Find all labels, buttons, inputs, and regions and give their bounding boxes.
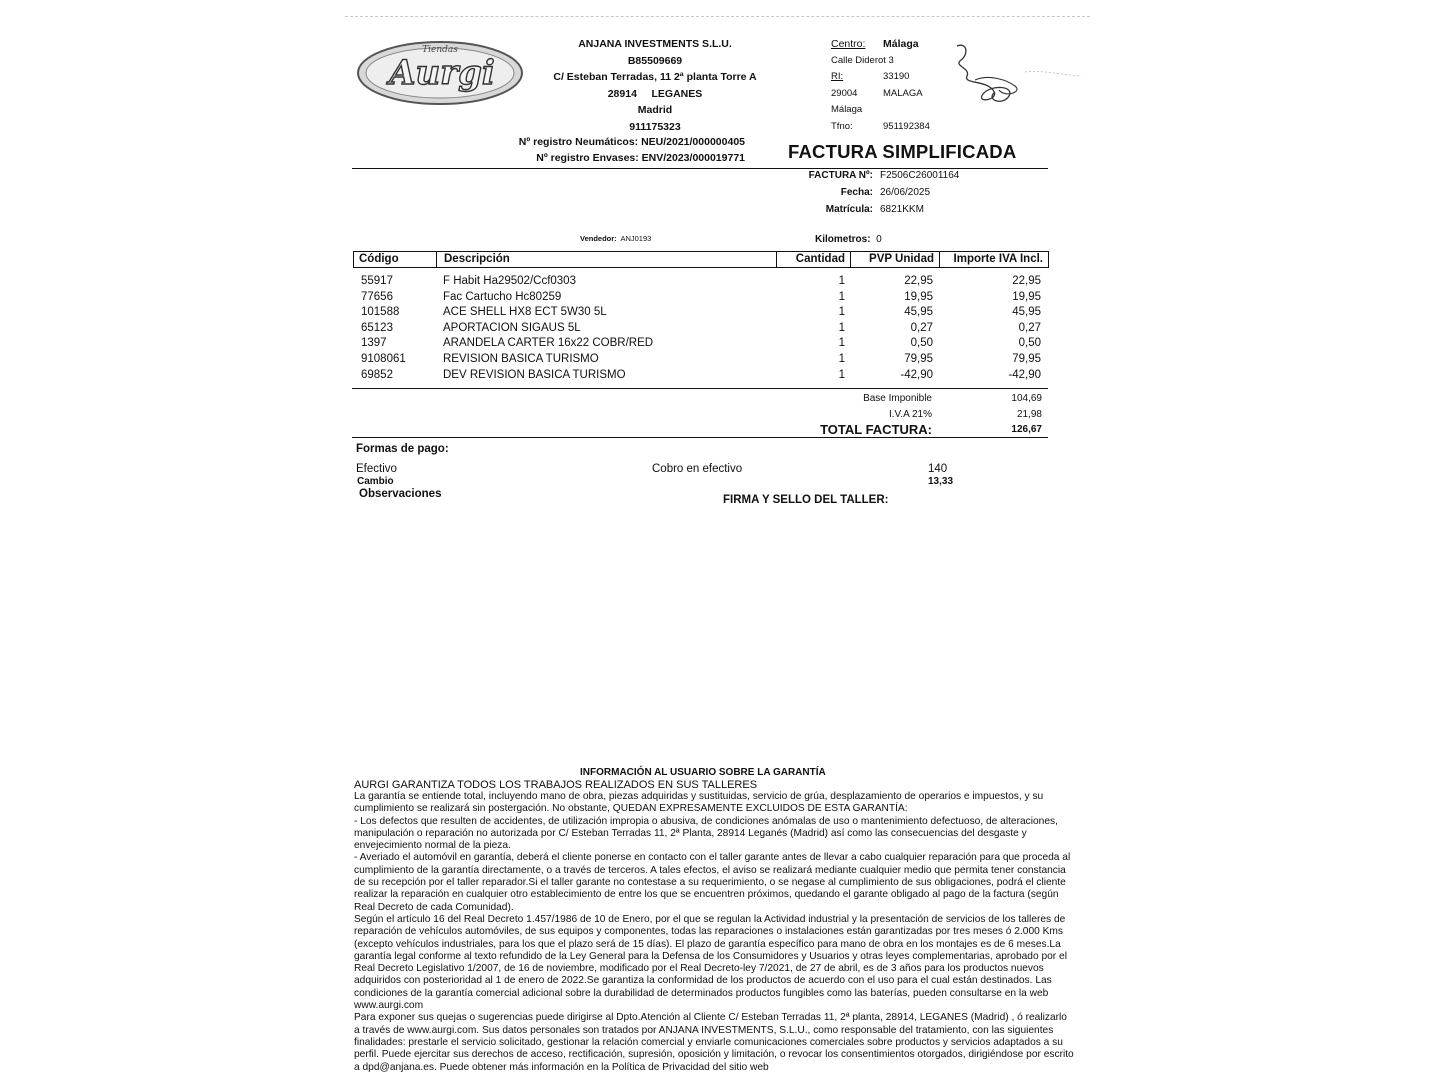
centro-block: [831, 36, 930, 135]
cell-descripcion: Fac Cartucho Hc80259: [443, 290, 562, 303]
cell-importe: -42,90: [1008, 368, 1041, 381]
cell-codigo: 1397: [361, 337, 387, 350]
centro-cp: 29004: [831, 87, 858, 99]
centro-street: Calle Diderot 3: [831, 54, 894, 66]
cell-pvp: 22,95: [904, 275, 933, 287]
table-header: [353, 251, 1049, 268]
payment-method: Efectivo: [356, 463, 397, 475]
cell-importe: 22,95: [1012, 275, 1041, 287]
factura-value: F2506C26001164: [880, 170, 960, 181]
vendedor-value: ANJ0193: [620, 234, 652, 243]
cell-cantidad: 1: [838, 275, 845, 287]
cell-descripcion: REVISION BASICA TURISMO: [443, 352, 599, 365]
table-row: [353, 336, 1047, 352]
centro-label: Centro:: [831, 38, 866, 50]
total-value: 126,67: [1011, 424, 1042, 435]
cell-cantidad: 1: [838, 290, 845, 303]
cell-codigo: 77656: [361, 290, 393, 303]
warranty-text: [354, 791, 1074, 1074]
table-row: [353, 352, 1047, 368]
table-row: [353, 274, 1047, 290]
registry-block: [505, 134, 745, 166]
warranty-paragraph: La garantía se entiende total, incluyendo mano de obra, piezas adquiridas y sustituidas, servicio de grúa, desplazamiento de operarios e impuestos, y su cumplimiento se realizará sin postergación. No obstante, QUEDAN EXPRESAMENTE EXCLUIDOS DE ESTA GARANTÍA:: [354, 791, 1044, 815]
table-row: [353, 305, 1047, 321]
cell-pvp: 0,50: [910, 337, 933, 350]
document-title: FACTURA SIMPLIFICADA: [788, 141, 1017, 162]
cell-descripcion: ACE SHELL HX8 ECT 5W30 5L: [443, 306, 607, 319]
cell-pvp: 19,95: [904, 290, 933, 303]
company-province: Madrid: [637, 104, 673, 117]
cell-cantidad: 1: [838, 368, 845, 381]
table-row: [353, 368, 1047, 384]
cell-pvp: 0,27: [910, 321, 933, 334]
cell-codigo: 65123: [361, 321, 393, 334]
base-label: Base Imponible: [863, 393, 932, 404]
company-block: [505, 36, 805, 136]
cell-pvp: -42,90: [900, 368, 933, 381]
matricula-value: 6821KKM: [880, 203, 924, 215]
centro-province: Málaga: [831, 104, 863, 115]
logo-small-text: Tiendas: [422, 45, 458, 55]
fecha-label: Fecha:: [840, 186, 873, 198]
payment-method-desc: Cobro en efectivo: [652, 463, 743, 475]
cell-pvp: 79,95: [904, 352, 933, 365]
base-value: 104,69: [1011, 393, 1042, 404]
payment-title: Formas de pago:: [356, 443, 449, 455]
company-phone: 911175323: [629, 120, 681, 133]
iva-value: 21,98: [1016, 408, 1042, 420]
tfno-label: Tfno:: [831, 120, 853, 132]
company-cif: B85509669: [627, 54, 683, 67]
total-label: TOTAL FACTURA:: [820, 422, 932, 437]
cell-cantidad: 1: [838, 352, 845, 365]
table-row: [353, 290, 1047, 306]
col-descripcion: Descripción: [437, 252, 777, 267]
cell-cantidad: 1: [838, 321, 845, 334]
signature-scribble: [945, 40, 1085, 110]
aurgi-logo: [356, 38, 524, 108]
centro-city: MALAGA: [883, 87, 923, 99]
cell-importe: 0,27: [1018, 321, 1041, 334]
cell-importe: 79,95: [1012, 352, 1041, 365]
col-codigo: Código: [354, 252, 437, 267]
factura-label: FACTURA Nº:: [808, 170, 873, 181]
vendedor: [580, 234, 651, 243]
cambio-label: Cambio: [357, 476, 394, 487]
cell-pvp: 45,95: [904, 306, 933, 319]
table-body: [353, 274, 1047, 383]
cell-descripcion: F Habit Ha29502/Ccf0303: [443, 275, 576, 287]
top-scan-line: [345, 16, 1090, 17]
cell-descripcion: DEV REVISION BASICA TURISMO: [443, 368, 626, 381]
col-importe: Importe IVA Incl.: [953, 253, 1043, 265]
cell-descripcion: APORTACION SIGAUS 5L: [443, 321, 581, 334]
cell-codigo: 69852: [361, 368, 393, 381]
iva-label: I.V.A 21%: [889, 408, 932, 420]
ri-value: 33190: [883, 71, 910, 82]
warranty-paragraph: - Los defectos que resulten de accidentes, de utilización impropia o abusiva, de condiciones anómalas de uso o mantenimiento defectuoso, de alteraciones, manipulación o reparación no autorizada por C/ Esteban Terradas 11, 2ª Planta, 28914 Leganés (Madrid) así como las consecuencias del desgaste y envejecimiento normal de la pieza.: [354, 815, 1058, 852]
cell-importe: 19,95: [1012, 290, 1041, 303]
table-row: [353, 321, 1047, 337]
col-cantidad: Cantidad: [777, 252, 851, 267]
firma-label: FIRMA Y SELLO DEL TALLER:: [723, 494, 889, 506]
cell-importe: 0,50: [1018, 337, 1041, 350]
km-value: 0: [876, 234, 882, 245]
vendedor-label: Vendedor:: [580, 234, 617, 243]
warranty-paragraph: - Averiado el automóvil en garantía, deberá el cliente ponerse en contacto con el taller garante antes de llevar a cabo cualquier reparación para que proceda al cumplimiento de la garantía directamente, o a través de terceros. A tales efectos, el aviso se realizará mediante cualquier medio que permita tener constancia de su recepción por el taller reparador.Si el taller garante no contestase a su requerimiento, o se negase al cumplimiento de sus obligaciones, podrá el cliente realizar la reparación en cualquier otro establecimiento de entre los que se encuentren próximos, quedando el garante obligado al pago de la factura (según Real Decreto de cada Comunidad).: [354, 852, 1071, 913]
reg-envases: Nº registro Envases: ENV/2023/000019771: [536, 152, 745, 164]
centro-value: Málaga: [883, 38, 919, 50]
km-label: Kilometros:: [815, 234, 871, 245]
cell-codigo: 101588: [361, 306, 400, 319]
logo-text: Aurgi: [389, 53, 495, 93]
totals-divider: [352, 388, 1048, 389]
ri-label: RI:: [831, 71, 844, 82]
cell-codigo: 55917: [361, 275, 393, 287]
warranty-subtitle: AURGI GARANTIZA TODOS LOS TRABAJOS REALIZADOS EN SUS TALLERES: [354, 779, 758, 791]
matricula-label: Matrícula:: [825, 203, 873, 215]
warranty-title: INFORMACIÓN AL USUARIO SOBRE LA GARANTÍA: [580, 767, 826, 778]
payment-amount: 140: [928, 463, 948, 475]
cell-cantidad: 1: [838, 337, 845, 350]
company-name: ANJANA INVESTMENTS S.L.U.: [578, 38, 732, 50]
cell-descripcion: ARANDELA CARTER 16x22 COBR/RED: [443, 337, 654, 350]
cell-cantidad: 1: [838, 306, 845, 319]
col-pvp: PVP Unidad: [851, 252, 940, 267]
tfno-value: 951192384: [883, 120, 930, 132]
total-divider: [352, 437, 1048, 438]
company-address: C/ Esteban Terradas, 11 2ª planta Torre A: [553, 71, 757, 84]
cell-codigo: 9108061: [361, 352, 406, 365]
reg-neumaticos: Nº registro Neumáticos: NEU/2021/000000405: [518, 136, 745, 148]
totals-block: [760, 391, 1042, 438]
kilometros: [815, 234, 882, 245]
warranty-paragraph: Según el artículo 16 del Real Decreto 1.457/1986 de 10 de Enero, por el que se regulan la Actividad industrial y la presentación de servicios de los talleres de reparación de vehículos automóviles, de sus equipos y componentes, todas las reparaciones o instalaciones están garantizadas por tres meses ó 2.000 Kms (excepto vehículos industriales, para los que el plazo será de 15 días). El plazo de garantía específico para mano de obra en los montajes es de 6 meses.La garantía legal conforme al texto refundido de la Ley General para la Defensa de los Consumidores y Usuarios y otras leyes complementarias, aprobado por el Real Decreto Legislativo 1/2007, de 16 de noviembre, modificado por el Real Decreto-ley 7/2021, de 27 de abril, es de 3 años para los productos nuevos adquiridos con posterioridad al 1 de enero de 2022.Se garantiza la conformidad de los productos de acuerdo con el uso para el cual están destinados. Las condiciones de la garantía comercial adicional sobre la durabilidad de determinados productos fungibles como las baterías, pueden consultarse en la web www.aurgi.com: [354, 913, 1067, 1012]
invoice-info: [760, 168, 959, 218]
observaciones-label: Observaciones: [359, 488, 442, 500]
cell-importe: 45,95: [1012, 306, 1041, 319]
fecha-value: 26/06/2025: [880, 186, 931, 198]
cambio-value: 13,33: [928, 476, 954, 487]
warranty-paragraph: Para exponer sus quejas o sugerencias puede dirigirse al Dpto.Atención al Cliente C/ Esteban Terradas 11, 2ª planta, 28914, LEGANES (Madrid) , ó realizarlo a través de www.aurgi.com. Sus datos personales son tratados por ANJANA INVESTMENTS, S.L.U., como responsable del tratamiento, con las siguientes finalidades: prestarle el servicio solicitado, gestionar la relación comercial y enviarle comunicaciones comerciales sobre productos y servicios adaptados a su perfil. Puede ejercitar sus derechos de acceso, rectificación, supresión, oposición y limitación, o revocar los consentimientos otorgados, dirigiéndose por escrito a dpd@anjana.es. Puede obtener más información en la Política de Privacidad del sitio web: [354, 1012, 1074, 1073]
company-postal-city: 28914 LEGANES: [607, 87, 703, 100]
